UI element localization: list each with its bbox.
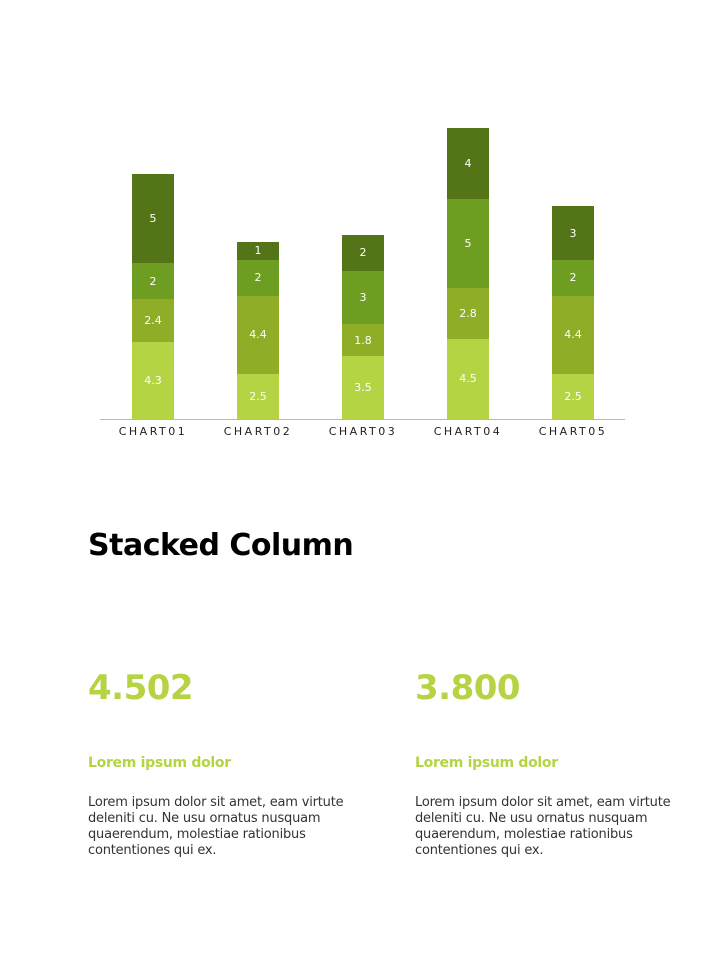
- bar-segment: 3: [342, 271, 384, 325]
- x-axis-label: CHART04: [433, 425, 503, 438]
- stat-heading-1: Lorem ipsum dolor: [88, 755, 231, 771]
- x-axis-label: CHART01: [118, 425, 188, 438]
- bar-segment: 2: [132, 263, 174, 299]
- bar-segment: 1.8: [342, 324, 384, 356]
- bar-chart02: [237, 242, 279, 419]
- bar-segment: 5: [132, 174, 174, 263]
- bar-segment: 4.3: [132, 342, 174, 419]
- stat-body-1: Lorem ipsum dolor sit amet, eam virtute deleniti cu. Ne usu ornatus nusquam quaerendum, molestiae rationibus contentiones qui ex.: [88, 795, 344, 858]
- bar-segment: 5: [447, 199, 489, 288]
- bar-segment: 4: [447, 128, 489, 200]
- bar-chart05: [552, 206, 594, 419]
- bar-segment: 2.5: [552, 374, 594, 419]
- bar-chart04: [447, 128, 489, 419]
- stat-heading-2: Lorem ipsum dolor: [415, 755, 558, 771]
- bar-segment: 4.5: [447, 339, 489, 419]
- x-axis-label: CHART03: [328, 425, 398, 438]
- x-axis-label: CHART05: [538, 425, 608, 438]
- stat-body-2: Lorem ipsum dolor sit amet, eam virtute deleniti cu. Ne usu ornatus nusquam quaerendum, molestiae rationibus contentiones qui ex.: [415, 795, 671, 858]
- stacked-column-chart: [0, 0, 720, 460]
- bar-segment: 4.4: [552, 296, 594, 375]
- bar-segment: 2.5: [237, 374, 279, 419]
- stat-value-1: 4.502: [88, 668, 194, 708]
- bar-segment: 4.4: [237, 296, 279, 375]
- bar-segment: 2: [342, 235, 384, 271]
- bar-segment: 2: [237, 260, 279, 296]
- bar-segment: 2.4: [132, 299, 174, 342]
- bar-segment: 3.5: [342, 356, 384, 419]
- stat-value-2: 3.800: [415, 668, 521, 708]
- bar-chart01: [132, 174, 174, 419]
- x-axis-line: [100, 419, 625, 420]
- bar-segment: 2: [552, 260, 594, 296]
- page-title: Stacked Column: [88, 528, 354, 563]
- bar-chart03: [342, 235, 384, 419]
- bar-segment: 2.8: [447, 288, 489, 338]
- bar-segment: 1: [237, 242, 279, 260]
- x-axis-label: CHART02: [223, 425, 293, 438]
- bar-segment: 3: [552, 206, 594, 260]
